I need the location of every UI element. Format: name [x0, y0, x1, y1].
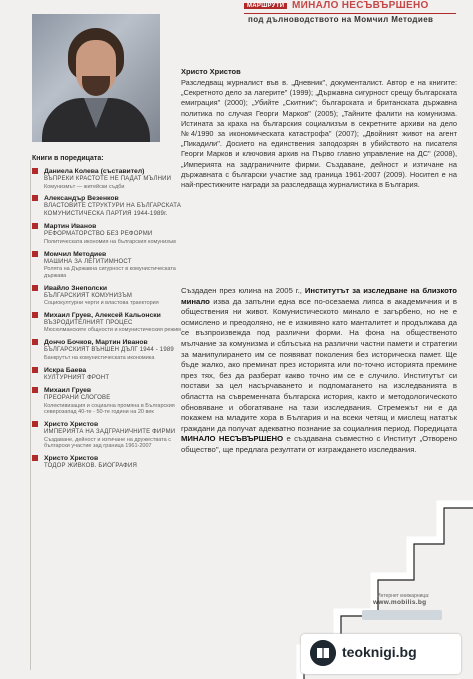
list-item: [32, 338, 182, 361]
header-rule: [244, 13, 456, 14]
bullet-icon: [32, 251, 38, 257]
book-author: Михаил Груев, Алексей Кальонски: [44, 311, 161, 319]
book-title: ВЪЗРОДИТЕЛНИЯТ ПРОЦЕС: [44, 319, 133, 326]
list-item: [32, 311, 182, 334]
book-title: КУЛТУРНИЯТ ФРОНТ: [44, 374, 110, 381]
book-author: Искра Баева: [44, 366, 87, 374]
shop-note: Интернет книжарница:: [377, 593, 430, 599]
book-title: РЕФОРМАТОРСТВО БЕЗ РЕФОРМИ: [44, 231, 153, 238]
book-desc: Банкрутът на комунистическата икономика: [44, 354, 155, 361]
book-desc: Комунизмът — житейски съдби: [44, 183, 125, 190]
book-title: БЪЛГАРСКИЯТ КОМУНИЗЪМ: [44, 292, 133, 299]
institute-name: Институтът за изследване на близкото минало: [181, 286, 457, 306]
books-heading: Книги в поредицата:: [32, 155, 104, 162]
book-author: Христо Христов: [44, 421, 99, 429]
bullet-icon: [32, 387, 38, 393]
author-photo: [32, 14, 160, 142]
book-icon: [310, 640, 336, 666]
series-tag: МАРШРУТИ: [244, 3, 287, 9]
series-subtitle: под дълноводството на Момчил Методиев: [248, 15, 434, 24]
books-list: [32, 167, 182, 475]
book-title: ВЪПРЕКИ КРАСТОТЕ НЕ ПАДАТ МЪЛНИИ: [44, 176, 172, 182]
bullet-icon: [32, 312, 38, 318]
list-item: [32, 194, 182, 218]
book-title: МАШИНА ЗА ЛЕГИТИМНОСТ: [44, 258, 132, 265]
bullet-icon: [32, 168, 38, 174]
series-description: Създаден през юлина на 2005 г., Институтът за изследване на близкото минало изва да запълни една все по-осезаема липса в академичния и в обществения ни живот. Комунистическото минало е загърбено, но не е осмислено и преодоляно, не е изживяно като манталитет и продължава да се възпроизвежда под различни форми. На фона на общественото мълчание за комунизма и сблъсъка на различни частни памети и стратегии за манипулирането им се появяват поколения без историческа памет. Ще бъде жалко, ако преминат през историята или по-точно историята премине през тях, без да разберат какво точно им се е случило. Институтът си постави за цел насърчаването и подпомагането на изследванията в областта на съвременната българска история, както и методологическото обновяване и обогатяване на тази изследвания. Стремежът ни е да покажем на младите хора в България и на всеки четящ и мислещ нататък граждани да получат адекватно познание за социалния период. Поредицата МИНАЛО НЕСЪВЪРШЕНО е създавана съвместно с Институт „Отворено общество", ще предлага резултати от изграждането изследвания.: [181, 286, 457, 454]
list-item: [32, 250, 182, 280]
book-desc: Ролята на Държавна сигурност в комунистическата държава: [44, 266, 176, 279]
bullet-icon: [32, 367, 38, 373]
author-bio: Разследващ журналист във в. „Дневник", документалист. Автор е на книгите: „Секретното дело за лагерите" (1999); „Държавна сигурност срещу българската емиграция" (2000); „Убийте „Скитник"; българската и британската държавна политика по случая Георги Марков" (2005); „Тайните фалити на комунизма. Истината за краха на българския социализъм в секретните архиви на дело №4/1990 за икономическата катастрофа" (2007); „Двойният живот на агент „Пикадили". Досието на единствения заподозрян в убийството на писателя Георги Марков и ключовия архив на Първо главно управление на ДС" (2008), „Империята на задграничните фирми. Създаване, дейност и изтичане на държавната с български участие зад граница 1961-2007 (2009). Носител е на най-престижните награди за разследваща журналистика в България.: [181, 78, 457, 190]
book-author: Мартин Иванов: [44, 223, 97, 231]
list-item: [32, 167, 182, 190]
watermark-text: teoknigi.bg: [342, 644, 417, 660]
bullet-icon: [32, 421, 38, 427]
bullet-icon: [32, 223, 38, 229]
book-desc: Политическата икономия на българския комунизъм: [44, 238, 176, 245]
book-desc: Мюсюлманските общности и комунистическия режим: [44, 327, 181, 334]
book-title: ИМПЕРИЯТА НА ЗАДГРАНИЧНИТЕ ФИРМИ: [44, 429, 176, 436]
series-title: МИНАЛО НЕСЪВЪРШЕНО: [292, 0, 429, 11]
list-item: [32, 454, 182, 471]
barcode-strip: [362, 610, 442, 620]
book-desc: Колективизация и социална промяна в Българския северозапад 40-те - 50-те години на 20 век: [44, 402, 175, 416]
bullet-icon: [32, 339, 38, 345]
book-author: Ивайло Знеполски: [44, 284, 108, 292]
book-author: Момчил Методиев: [44, 250, 107, 258]
series-name: МИНАЛО НЕСЪВЪРШЕНО: [181, 434, 284, 444]
list-item: [32, 366, 182, 383]
book-title: БЪЛГАРСКИЯТ ВЪНШЕН ДЪЛГ 1944 - 1989: [44, 347, 174, 354]
book-author: Александър Везенков: [44, 195, 119, 203]
book-author: Михаил Груев: [44, 387, 92, 395]
book-desc: Създаване, дейност и изтичане на дружествата с български участие зад граница 1961-2007: [44, 436, 171, 450]
book-title: ТОДОР ЖИВКОВ. БИОГРАФИЯ: [44, 463, 137, 470]
book-author: Дончо Бочков, Мартин Иванов: [44, 339, 148, 347]
book-title: ПРЕОРАНИ СЛОГОВЕ: [44, 395, 111, 402]
bullet-icon: [32, 285, 38, 291]
book-title: ВЛАСТОВИТЕ СТРУКТУРИ НА БЪЛГАРСКАТА КОМУНИСТИЧЕСКА ПАРТИЯ 1944-1989г.: [44, 203, 182, 217]
author-name: Христо Христов: [181, 67, 241, 76]
shop-url[interactable]: www.mobilis.bg: [373, 599, 427, 606]
bullet-icon: [32, 455, 38, 461]
book-desc: Социокултурни черти и властова траектория: [44, 300, 159, 307]
list-item: [32, 420, 182, 450]
bullet-icon: [32, 195, 38, 201]
column-divider: [30, 160, 31, 670]
list-item: [32, 222, 182, 245]
book-author: Даниела Колева (съставител): [44, 168, 145, 175]
list-item: [32, 386, 182, 416]
book-author: Христо Христов: [44, 455, 99, 463]
list-item: [32, 284, 182, 307]
